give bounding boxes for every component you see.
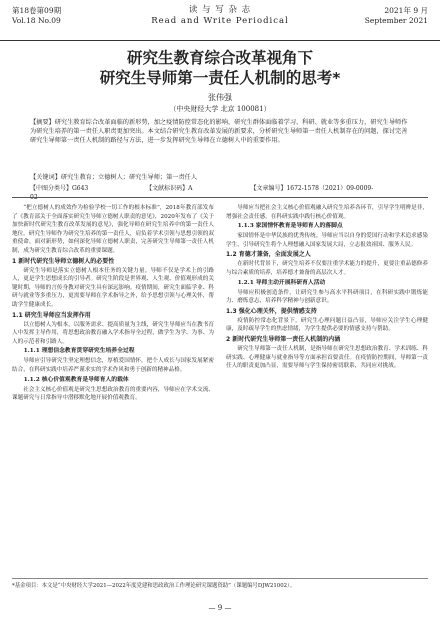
section-heading: 1 新时代研究生导师立德树人的必要性 <box>12 257 115 265</box>
section-heading: 2 新时代研究生导师第一责任人机制的内涵 <box>226 335 341 343</box>
clc-number: 【中图分类号】G643 <box>30 185 89 192</box>
paragraph: “把立德树人的成效作为检验学校一切工作的根本标准”，2018年教育部发布了《教育部关于全面落实研究生导师立德树人职责的意见》，2020年发布了《关于加快新时代研究生教育改革发展的意见》，强化导师在研究生培养中的第一责任人地位。研究生导师作为研究生培养的第一责任人，肩负着学术引领与思想引领的双重使命。面对新形势，如何深化导师立德树人职责，完善研究生导师第一责任人机制，成为研究生教育综合改革的重要课题。 <box>12 205 214 254</box>
document-code: 【文献标识码】A <box>146 185 193 192</box>
paragraph: 研究生导师第一责任人机制，是指导师在研究生思想政治教育、学术训练、科研实践、心理健康与就业指导等方面承担首要责任。在疫情防控期间，导师第一责任人的职责更加凸显，需要导师与学生保持密切联系，共同应对挑战。 <box>226 345 428 370</box>
subsection-heading: 1.3 强化心理关怀，提供情感支持 <box>226 307 317 315</box>
abstract: 【摘要】研究生教育综合改革面临的新形势，加之疫情防控常态化的影响，研究生群体面临着学习、科研、就业等多重压力，研究生导师作为研究生培养的第一责任人职责更加突出。本文结合研究生教育改革发展的新要求，分析研究生导师第一责任人机制存在的问题，探讨完善研究生导师第一责任人机制的路径与方法，进一步发挥研究生导师在立德树人中的重要作用。 <box>30 119 408 145</box>
body-column-left <box>12 204 214 403</box>
issue-date-cn: 2021年 9 月 <box>384 6 428 15</box>
article-title <box>0 48 440 88</box>
journal-title-en: Read and Write Periodical <box>151 16 289 26</box>
paragraph: 导师应引导研究生坚定理想信念，厚植爱国情怀，把个人成长与国家发展紧密结合，在科研实践中培养严谨求实的学术作风和勇于创新的精神品格。 <box>12 358 214 373</box>
paragraph: 以立德树人为根本，以服务需求、提高质量为主线，研究生导师应当在教书育人中发挥主导作用，将思想政治教育融入学术指导全过程，做学生为学、为事、为人的示范者和引路人。 <box>12 321 214 345</box>
keywords: 【关键词】研究生教育；立德树人；研究生导师；第一责任人 <box>30 174 198 181</box>
subsection-heading: 1.1 研究生导师应当发挥作用 <box>12 311 91 319</box>
issue-date-en: September 2021 <box>364 16 428 25</box>
paragraph: 疫情防控常态化背景下，研究生心理问题日益凸显，导师应关注学生心理健康，及时疏导学生的焦虑情绪，为学生提供必要的情感支持与帮助。 <box>226 317 428 333</box>
subsubsection-heading: 1.2.1 导师主动开展科研育人活动 <box>237 279 326 286</box>
subsubsection-heading: 1.1.2 核心价值观教育是导师育人的载体 <box>23 376 129 383</box>
footnote: *基金项目：本文是“中央财经大学2021—2022年度党建和思政政治工作理论研究课题资助”（课题编号DJW21002）。 <box>12 578 428 590</box>
paragraph: 在新时代背景下，研究生培养不仅要注重学术能力的提升，更要注重品德修养与综合素质的培养，培养德才兼备的高层次人才。 <box>226 261 428 276</box>
article-title-line1: 研究生教育综合改革视角下 <box>126 49 313 67</box>
article-number: 【文章编号】1672-1578（2021）09-0009-02 <box>30 185 374 201</box>
paragraph: 研究生导师是落实立德树人根本任务的关键力量。导师不仅是学术上的引路人，更是学生思想成长的引导者。研究生阶段是世界观、人生观、价值观形成的关键时期，导师的言传身教对研究生具有深远影响。疫情期间，研究生面临学业、科研与就业等多重压力，更需要导师在学术指导之外，给予思想引领与心理关怀，帮助学生健康成长。 <box>12 267 214 308</box>
subsubsection-heading: 1.1.1 理想信念教育贯穿研究生培养全过程 <box>23 348 135 355</box>
divider <box>12 197 428 198</box>
subsection-heading: 1.2 育德才兼备，全面发展之人 <box>226 251 311 259</box>
paragraph: 导师应当把社会主义核心价值观融入研究生培养各环节，引导学生明辨是非，增强社会责任感，在科研实践中践行核心价值观。 <box>226 205 428 220</box>
article-title-line2: 研究生导师第一责任人机制的思考* <box>99 69 341 87</box>
volume-en: Vol.18 No.09 <box>12 16 61 25</box>
volume-cn: 第18卷第09期 <box>12 6 62 15</box>
author-affiliation: （中央财经大学 北京 100081） <box>169 105 271 113</box>
author-name: 张伟强 <box>208 93 232 102</box>
running-header <box>0 0 440 41</box>
page-number: — 9 — <box>208 604 232 612</box>
classification-info <box>30 184 410 202</box>
paragraph: 导师应积极创造条件，让研究生参与高水平科研项目，在科研实践中锻炼能力、磨炼意志，培养科学精神与创新意识。 <box>226 289 428 305</box>
issue-date <box>365 6 428 26</box>
paragraph: 社会主义核心价值观是研究生思想政治教育的重要内容，导师应在学术交流、课题研究与日常指导中潜移默化地开展价值观教育。 <box>12 386 214 402</box>
journal-title-cn: 读 与 写 杂 志 <box>188 5 252 15</box>
body-column-right <box>226 204 428 371</box>
paragraph: 家国情怀是中华民族的优秀传统。导师应当以自身的爱国行动和学术追求感染学生，引导研究生将个人理想融入国家发展大局，立志报效祖国、服务人民。 <box>226 233 428 248</box>
subsubsection-heading: 1.1.3 家国情怀教育是导师育人的落脚点 <box>237 223 343 230</box>
